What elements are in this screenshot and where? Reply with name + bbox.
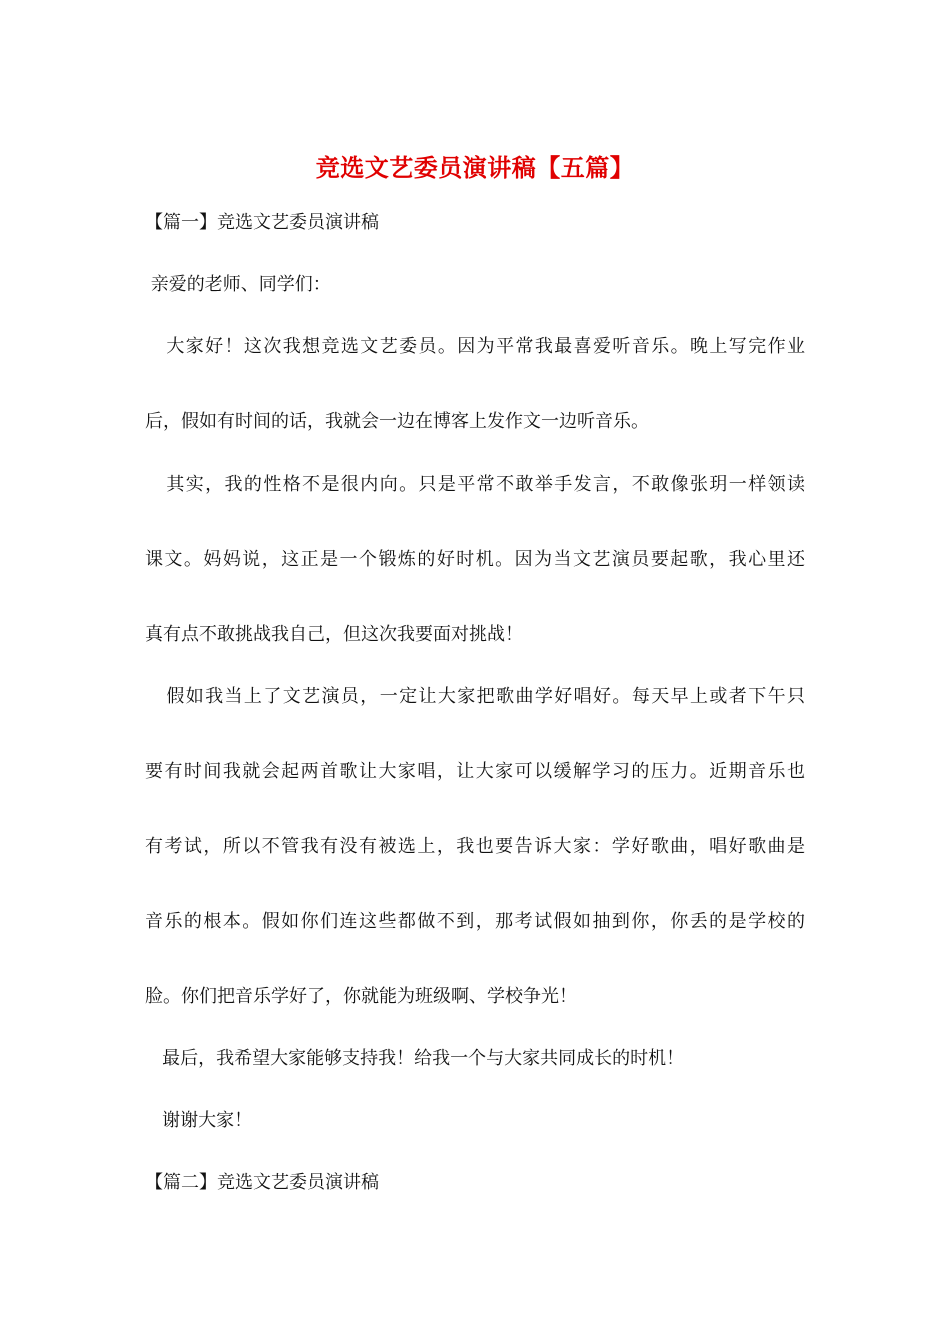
paragraph-line: 要有时间我就会起两首歌让大家唱，让大家可以缓解学习的压力。近期音乐也 [145, 761, 805, 782]
paragraph-line: 最后，我希望大家能够支持我！给我一个与大家共同成长的时机！ [145, 1048, 685, 1069]
paragraph-line: 真有点不敢挑战我自己，但这次我要面对挑战！ [145, 624, 523, 645]
paragraph-line: 其实，我的性格不是很内向。只是平常不敢举手发言，不敢像张玥一样领读 [145, 474, 805, 495]
paragraph-line: 有考试，所以不管我有没有被选上，我也要告诉大家：学好歌曲，唱好歌曲是 [145, 836, 805, 857]
salutation: 亲爱的老师、同学们： [145, 274, 331, 295]
paragraph-line: 大家好！这次我想竞选文艺委员。因为平常我最喜爱听音乐。晚上写完作业 [145, 336, 805, 357]
document-title: 竞选文艺委员演讲稿【五篇】 [315, 153, 635, 182]
paragraph-line: 后，假如有时间的话，我就会一边在博客上发作文一边听音乐。 [145, 411, 649, 432]
section-heading-1: 【篇一】竞选文艺委员演讲稿 [145, 212, 379, 233]
paragraph-line: 脸。你们把音乐学好了，你就能为班级啊、学校争光！ [145, 986, 577, 1007]
paragraph-line: 假如我当上了文艺演员，一定让大家把歌曲学好唱好。每天早上或者下午只 [145, 686, 805, 707]
closing-line: 谢谢大家！ [145, 1110, 253, 1131]
paragraph-line: 课文。妈妈说，这正是一个锻炼的好时机。因为当文艺演员要起歌，我心里还 [145, 549, 805, 570]
paragraph-line: 音乐的根本。假如你们连这些都做不到，那考试假如抽到你，你丢的是学校的 [145, 911, 805, 932]
section-heading-2: 【篇二】竞选文艺委员演讲稿 [145, 1172, 379, 1193]
